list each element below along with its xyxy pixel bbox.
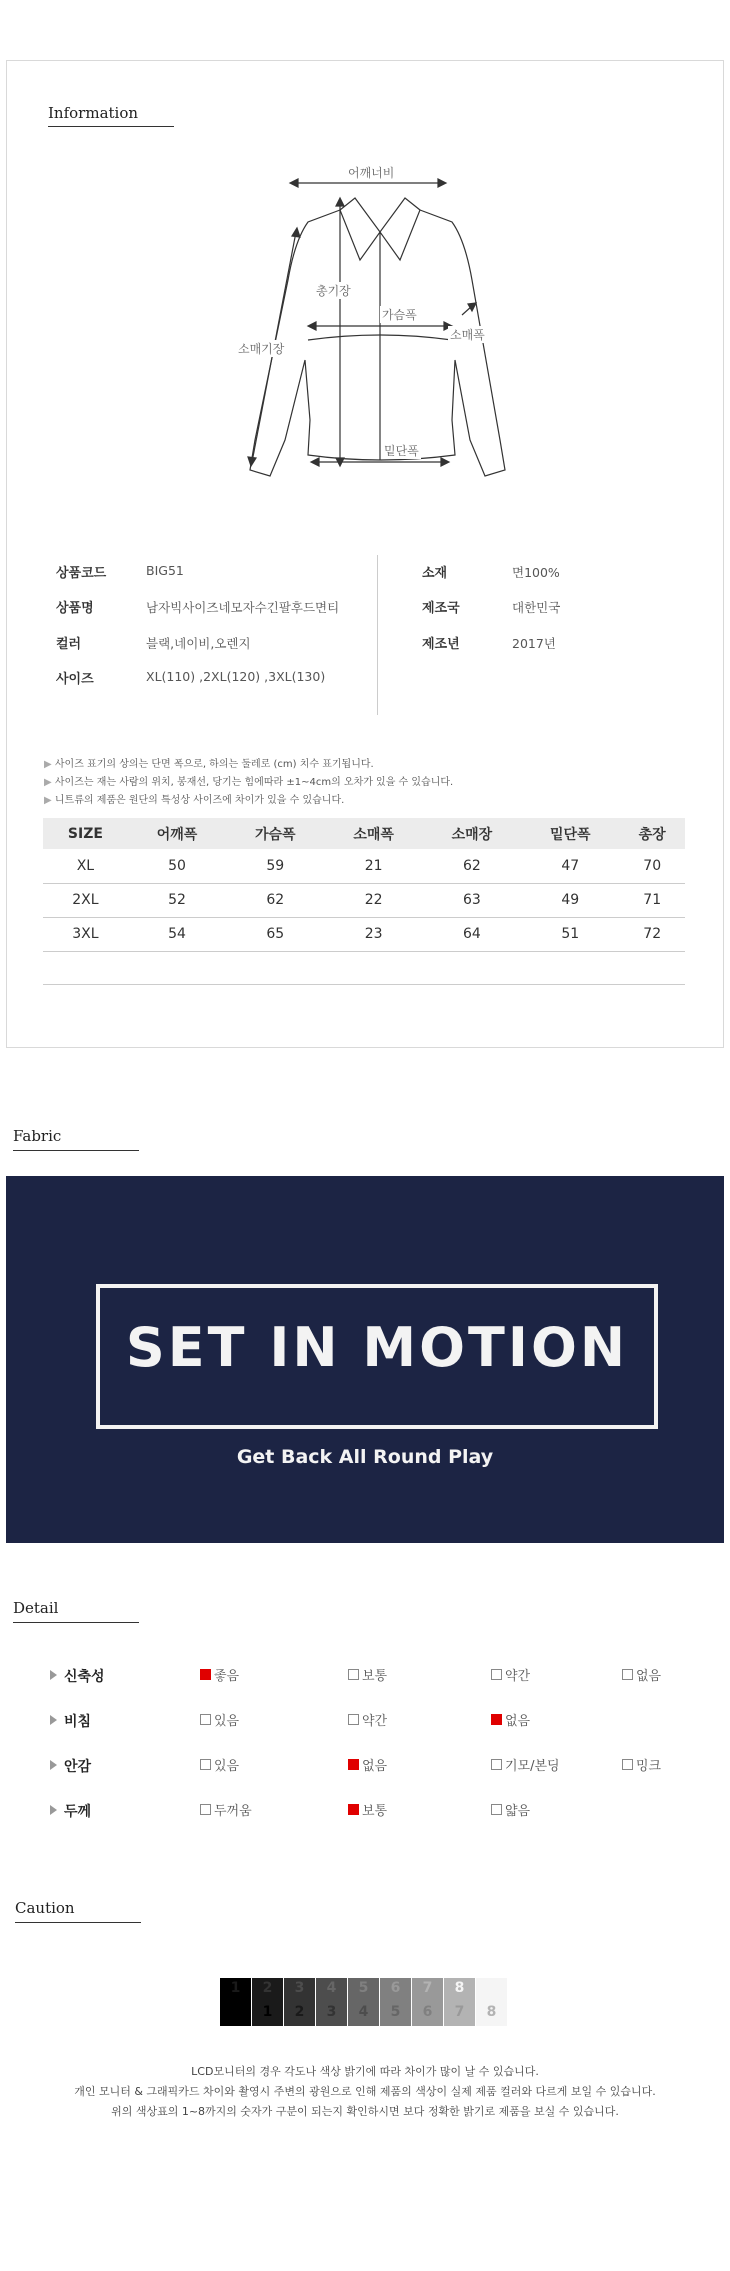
checkbox-checked-icon — [348, 1759, 359, 1770]
checkbox-icon — [491, 1804, 502, 1815]
detail-option-sheerness-yes: 있음 — [200, 1710, 239, 1729]
spec-value-color: 블랙,네이비,오렌지 — [146, 636, 251, 651]
grayscale-number-top: 4 — [326, 1980, 337, 1996]
checkbox-icon — [491, 1759, 502, 1770]
diagram-label-total-length: 총기장 — [316, 284, 351, 298]
detail-arrow-icon — [50, 1805, 57, 1815]
size-table-cell: 51 — [521, 917, 619, 951]
grayscale-number-bottom: 8 — [486, 2004, 497, 2020]
size-table-header-cell: 소매장 — [423, 818, 521, 849]
spec-label-product-name: 상품명 — [56, 601, 94, 616]
size-table-cell: 47 — [521, 849, 619, 883]
grayscale-number-bottom: 1 — [262, 2004, 273, 2020]
grayscale-number-bottom: 3 — [326, 2004, 337, 2020]
spec-divider — [377, 555, 378, 715]
grayscale-number-top: 8 — [454, 1980, 465, 1996]
spec-label-year: 제조년 — [422, 637, 460, 652]
spec-value-year: 2017년 — [512, 636, 556, 651]
grayscale-number-top: 6 — [390, 1980, 401, 1996]
size-note-2: ▶ 사이즈는 재는 사람의 위치, 봉재선, 당기는 힘에따라 ±1~4cm의 오차가 있을 수 있습니다. — [44, 777, 454, 788]
size-table-cell: 49 — [521, 883, 619, 917]
grayscale-number-bottom: 4 — [358, 2004, 369, 2020]
size-note-1: ▶ 사이즈 표기의 상의는 단면 폭으로, 하의는 둘레로 (cm) 치수 표기됩니다. — [44, 759, 374, 770]
grayscale-number-top: 2 — [262, 1980, 273, 1996]
information-title: Information — [48, 104, 139, 122]
size-table-header-cell: 밑단폭 — [521, 818, 619, 849]
spec-label-size: 사이즈 — [56, 672, 94, 687]
size-table-cell: 54 — [128, 917, 226, 951]
size-table-cell: XL — [43, 849, 128, 883]
checkbox-icon — [348, 1669, 359, 1680]
information-title-underline — [48, 126, 174, 127]
size-table-cell: 50 — [128, 849, 226, 883]
checkbox-checked-icon — [200, 1669, 211, 1680]
detail-option-thickness-normal: 보통 — [348, 1800, 387, 1819]
size-table-header-cell: 어깨폭 — [128, 818, 226, 849]
size-table-cell: 23 — [324, 917, 422, 951]
grayscale-number-top: 3 — [294, 1980, 305, 1996]
detail-option-elasticity-good: 좋음 — [200, 1665, 239, 1684]
detail-title-underline — [13, 1622, 139, 1623]
diagram-label-chest: 가슴폭 — [382, 308, 417, 322]
print-main-text: SET IN MOTION — [125, 1316, 629, 1379]
diagram-label-sleeve-length: 소매기장 — [238, 342, 285, 356]
size-table-cell: 2XL — [43, 883, 128, 917]
detail-arrow-icon — [50, 1670, 57, 1680]
size-table-cell: 72 — [619, 917, 685, 951]
spec-value-product-name: 남자빅사이즈네모자수긴팔후드면티 — [146, 600, 340, 615]
diagram-label-sleeve-width: 소매폭 — [450, 328, 485, 342]
size-table-header-cell: 소매폭 — [324, 818, 422, 849]
size-table-bottom-divider — [43, 984, 685, 985]
detail-label-sheerness: 비침 — [64, 1714, 92, 1730]
size-table-header-cell: 가슴폭 — [226, 818, 324, 849]
checkbox-icon — [491, 1669, 502, 1680]
detail-option-lining-brushed: 기모/본딩 — [491, 1755, 560, 1774]
spec-value-material: 면100% — [512, 565, 560, 580]
grayscale-number-bottom: 7 — [454, 2004, 465, 2020]
size-table-cell: 3XL — [43, 917, 128, 951]
detail-option-sheerness-none: 없음 — [491, 1710, 530, 1729]
size-table-cell: 62 — [423, 849, 521, 883]
grayscale-number-top: 7 — [422, 1980, 433, 1996]
size-table-cell: 70 — [619, 849, 685, 883]
detail-option-lining-yes: 있음 — [200, 1755, 239, 1774]
caution-title-underline — [15, 1922, 141, 1923]
checkbox-icon — [622, 1669, 633, 1680]
spec-label-color: 컬러 — [56, 637, 82, 652]
detail-title: Detail — [13, 1599, 59, 1617]
detail-option-thickness-thick: 두꺼움 — [200, 1800, 252, 1819]
detail-arrow-icon — [50, 1760, 57, 1770]
size-table-cell: 62 — [226, 883, 324, 917]
detail-label-thickness: 두께 — [64, 1804, 92, 1820]
detail-option-elasticity-normal: 보통 — [348, 1665, 387, 1684]
spec-value-product-code: BIG51 — [146, 563, 184, 578]
table-row — [43, 883, 685, 917]
table-row — [43, 849, 685, 883]
size-table-cell: 65 — [226, 917, 324, 951]
size-table-cell: 71 — [619, 883, 685, 917]
spec-label-material: 소재 — [422, 566, 448, 581]
detail-option-sheerness-slight: 약간 — [348, 1710, 387, 1729]
diagram-label-shoulder: 어깨너비 — [345, 164, 397, 181]
detail-arrow-icon — [50, 1715, 57, 1725]
checkbox-checked-icon — [348, 1804, 359, 1815]
size-table-cell: 59 — [226, 849, 324, 883]
size-table-cell: 22 — [324, 883, 422, 917]
caution-line-3: 위의 색상표의 1~8까지의 숫자가 구분이 되는지 확인하시면 보다 정확한 밝기로 제품을 보실 수 있습니다. — [111, 2105, 619, 2118]
size-table-cell: 21 — [324, 849, 422, 883]
checkbox-icon — [200, 1759, 211, 1770]
grayscale-number-bottom: 2 — [294, 2004, 305, 2020]
checkbox-icon — [200, 1804, 211, 1815]
table-row — [43, 917, 685, 951]
detail-label-lining: 안감 — [64, 1759, 92, 1775]
caution-line-1: LCD모니터의 경우 각도나 색상 밝기에 따라 차이가 많이 날 수 있습니다. — [191, 2065, 539, 2078]
spec-label-country: 제조국 — [422, 601, 460, 616]
size-table-header — [43, 818, 685, 849]
checkbox-checked-icon — [491, 1714, 502, 1725]
fabric-title: Fabric — [13, 1127, 62, 1145]
grayscale-test-chart — [220, 1978, 510, 2026]
spec-value-size: XL(110) ,2XL(120) ,3XL(130) — [146, 669, 326, 684]
spec-value-country: 대한민국 — [512, 600, 561, 615]
fabric-title-underline — [13, 1150, 139, 1151]
diagram-label-hem: 밑단폭 — [384, 444, 419, 458]
detail-label-elasticity: 신축성 — [64, 1669, 105, 1685]
detail-option-elasticity-none: 없음 — [622, 1665, 661, 1684]
detail-option-lining-mink: 밍크 — [622, 1755, 661, 1774]
fabric-closeup-image — [6, 1176, 724, 1543]
measure-lines — [248, 179, 476, 466]
grayscale-number-top: 5 — [358, 1980, 369, 1996]
detail-option-lining-none: 없음 — [348, 1755, 387, 1774]
grayscale-number-bottom: 5 — [390, 2004, 401, 2020]
spec-label-product-code: 상품코드 — [56, 566, 107, 581]
size-note-3: ▶ 니트류의 제품은 원단의 특성상 사이즈에 차이가 있을 수 있습니다. — [44, 795, 345, 806]
size-table-header-cell: SIZE — [43, 818, 128, 849]
grayscale-number-bottom: 6 — [422, 2004, 433, 2020]
size-table-cell: 64 — [423, 917, 521, 951]
size-table-cell: 52 — [128, 883, 226, 917]
size-table-cell: 63 — [423, 883, 521, 917]
grayscale-number-top: 1 — [230, 1980, 241, 1996]
size-table-header-cell: 총장 — [619, 818, 685, 849]
caution-title: Caution — [15, 1899, 75, 1917]
size-table — [43, 818, 685, 952]
detail-option-thickness-thin: 얇음 — [491, 1800, 530, 1819]
detail-option-elasticity-slight: 약간 — [491, 1665, 530, 1684]
checkbox-icon — [622, 1759, 633, 1770]
print-sub-text: Get Back All Round Play — [236, 1446, 494, 1468]
caution-line-2: 개인 모니터 & 그래픽카드 차이와 촬영시 주변의 광원으로 인해 제품의 색상이 실제 제품 컬러와 다르게 보일 수 있습니다. — [74, 2085, 656, 2098]
checkbox-icon — [200, 1714, 211, 1725]
checkbox-icon — [348, 1714, 359, 1725]
